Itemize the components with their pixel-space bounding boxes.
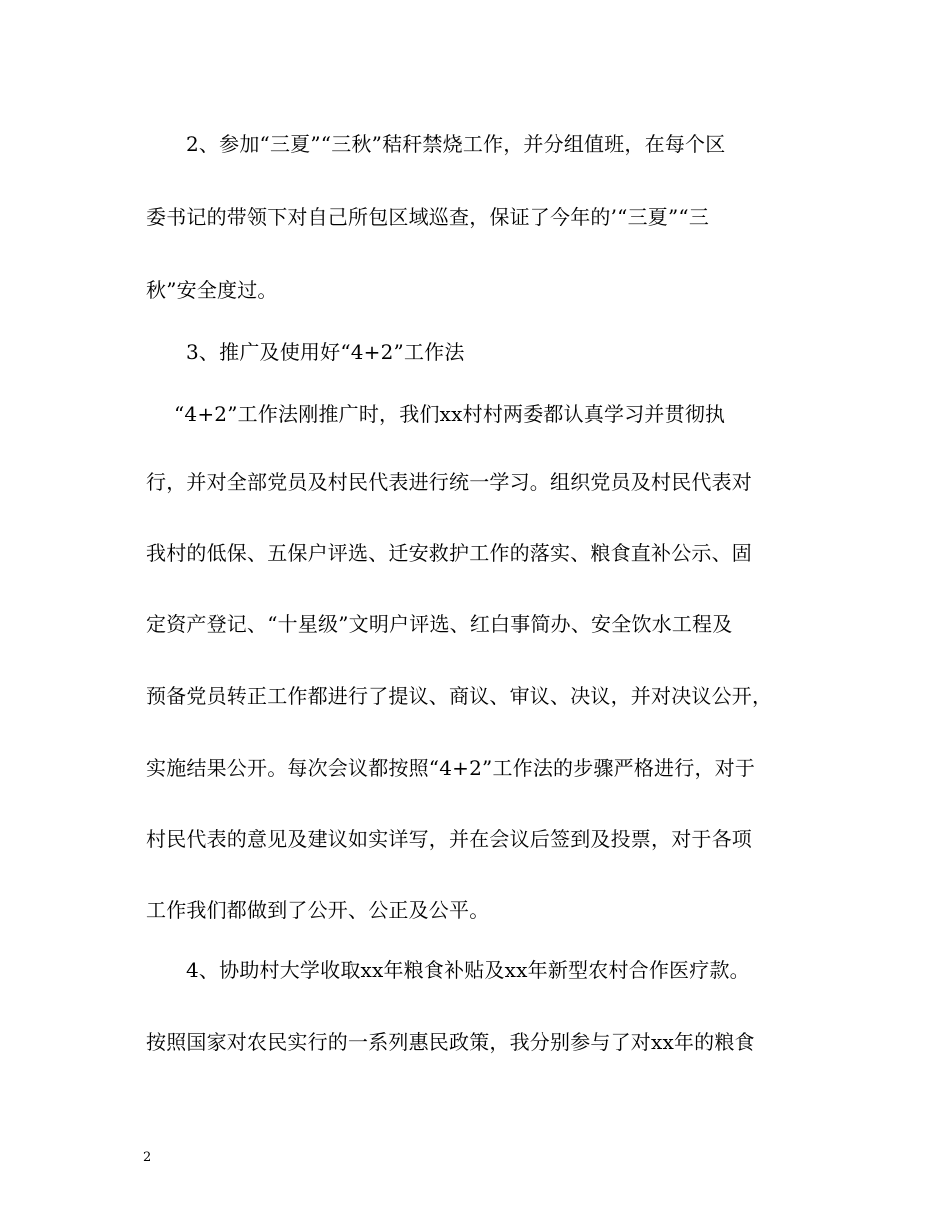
paragraph-line: 4、协助村大学收取xx年粮食补贴及xx年新型农村合作医疗款。 [186, 958, 750, 982]
paragraph-line: 我村的低保、五保户评选、迁安救护工作的落实、粮食直补公示、固 [146, 541, 752, 565]
paragraph-line: 秋”安全度过。 [146, 278, 278, 302]
paragraph-line: 村民代表的意见及建议如实详写，并在会议后签到及投票，对于各项 [146, 827, 752, 851]
section-heading: 3、推广及使用好“4+2”工作法 [186, 340, 465, 364]
paragraph-line: “4+2”工作法刚推广时，我们xx村村两委都认真学习并贯彻执 [174, 402, 726, 426]
paragraph-line: 定资产登记、“十星级”文明户评选、红白事简办、安全饮水工程及 [146, 612, 733, 636]
paragraph-line: 实施结果公开。每次会议都按照“4+2”工作法的步骤严格进行，对于 [146, 756, 756, 780]
paragraph-line: 预备党员转正工作都进行了提议、商议、审议、决议，并对决议公开， [146, 684, 773, 708]
paragraph-line: 委书记的带领下对自己所包区域巡查，保证了今年的’“三夏”“三 [146, 205, 710, 229]
paragraph-line: 行，并对全部党员及村民代表进行统一学习。组织党员及村民代表对 [146, 470, 752, 494]
paragraph-line: 工作我们都做到了公开、公正及公平。 [146, 898, 490, 922]
page-number: 2 [143, 1150, 152, 1165]
paragraph-line: 按照国家对农民实行的一系列惠民政策，我分别参与了对xx年的粮食 [146, 1030, 755, 1054]
paragraph-line: 2、参加“三夏”“三秋”秸秆禁烧工作，并分组值班，在每个区 [186, 132, 726, 156]
